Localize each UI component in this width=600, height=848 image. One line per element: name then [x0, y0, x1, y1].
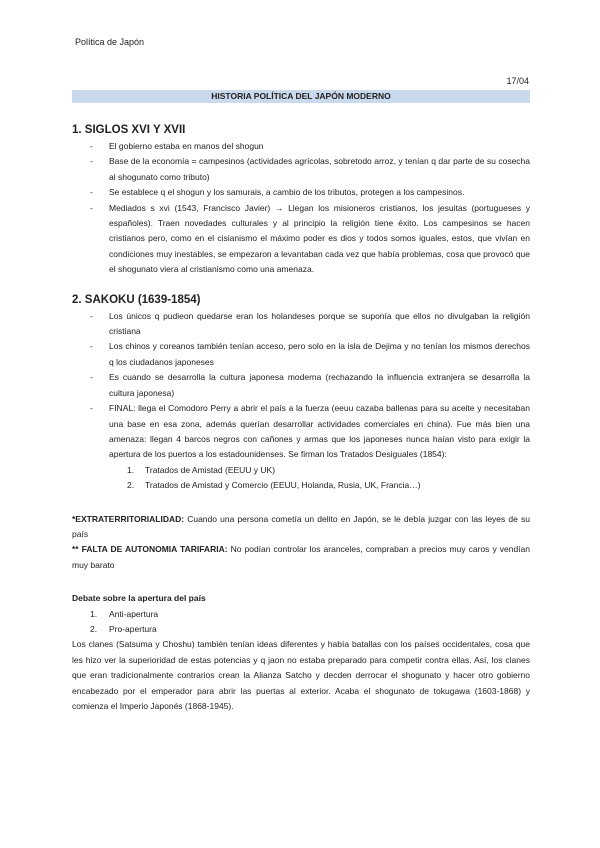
list-item: - Los chinos y coreanos también tenían acceso, pero solo en la isla de Dejima y no tenían los mismos derechos q los ciudadanos japoneses: [72, 339, 530, 370]
document-body: [72, 118, 530, 714]
page-header: Política de Japón: [75, 37, 145, 47]
note-extraterritorialidad: *EXTRATERRITORIALIDAD: Cuando una persona cometía un delito en Japón, se le debía juzgar con las leyes de su país: [72, 513, 530, 539]
list-item: - Mediados s xvi (1543, Francisco Javier) → Llegan los misioneros cristianos, los jesuitas (portugueses y españoles). Traen novedades culturales y al principio la religión tiene éxito. Los campesinos se hacen cristianos pero, como en el cisianismo el máximo poder es dios y todos somos iguales, estos, que vivían en condiciones muy inestables, se empezaron a levantaban cada vez que había problemas, cosa que provocó que el shogunato viera al cristianismo como una amenaza.: [72, 201, 530, 278]
list-item: 1. Anti-apertura: [90, 608, 159, 619]
treaties-list: [72, 463, 530, 494]
document-title-banner: HISTORIA POLÍTICA DEL JAPÓN MODERNO: [72, 90, 530, 103]
list-item: - FINAL: llega el Comodoro Perry a abrir el país a la fuerza (eeuu cazaba ballenas para su aceite y necesitaban una base en esa zona, además querían desarrollar actividades comerciales en china). Fue más bien una amenaza: llegan 4 barcos negros con cañones y armas que los japoneses nunca haían visto para exigir la apertura de los puertos a los estadounidenses. Se firman los Tratados Desiguales (1854):: [72, 401, 530, 463]
list-item: - Es cuando se desarrolla la cultura japonesa moderna (rechazando la influencia extranjera se desarrolla la cultura japonesa): [72, 370, 530, 401]
list-item: - Los únicos q pudieon quedarse eran los holandeses porque se suponía que ellos no divulgaban la religión cristiana: [72, 309, 530, 340]
debate-list: [72, 607, 530, 638]
debate-title: Debate sobre la apertura del país: [72, 593, 206, 604]
list-item: - Base de la economía = campesinos (actividades agrícolas, sobretodo arroz, y tenían q dar parte de su cosecha al shogunato como tributo): [72, 154, 530, 185]
list-item: - El gobierno estaba en manos del shogun: [72, 139, 530, 154]
note-autonomia-tarifaria: ** FALTA DE AUTONOMIA TARIFARIA: No podían controlar los aranceles, compraban a precios muy caros y vendían muy barato: [72, 544, 530, 570]
list-item: 1. Tratados de Amistad (EEUU y UK): [127, 464, 276, 475]
debate-paragraph: Los clanes (Satsuma y Choshu) también tenían ideas diferentes y había batallas con los países occidentales, cosa que les hizo ver la superioridad de estas potencias y q jaon no estaba preparado para competir contra ellas. Así, los clanes que eran tradicionalmente contrarios crean la Alianza Satcho y decden derrocar el shogunato y hacer otro gobierno encabezado por el emperador para abrir las puertas al exterior. Acaba el shogunato de tokugawa (1603-1868) y comienza el Imperio Japonés (1868-1945).: [72, 639, 530, 711]
section-heading-sakoku: 2. SAKOKU (1639-1854): [72, 293, 201, 306]
date-label: 17/04: [506, 76, 529, 86]
section1-list: [72, 139, 530, 278]
list-item: 2. Pro-apertura: [90, 623, 157, 634]
section2-list: [72, 309, 530, 463]
list-item: 2. Tratados de Amistad y Comercio (EEUU, Holanda, Rusia, UK, Francia…): [127, 480, 421, 491]
list-item: - Se establece q el shogun y los samurais, a cambio de los tributos, protegen a los campesinos.: [72, 185, 530, 200]
section-heading-siglos: 1. SIGLOS XVI Y XVII: [72, 124, 186, 136]
